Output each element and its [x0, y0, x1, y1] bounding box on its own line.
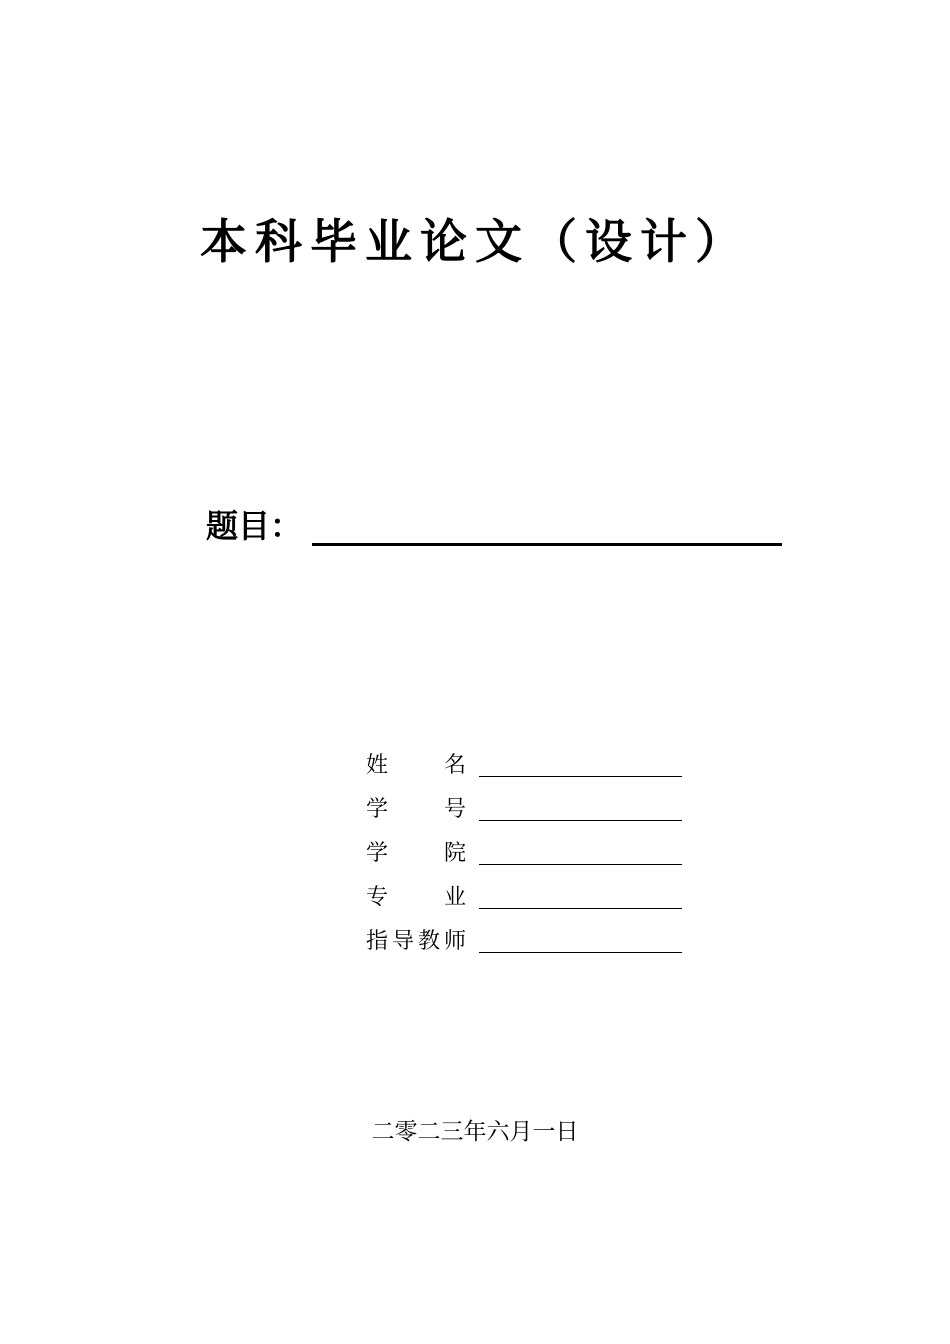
cover-date: 二零二三年六月一日 [371, 1119, 579, 1145]
advisor-input-line[interactable] [479, 952, 682, 953]
college-input-line[interactable] [479, 864, 682, 865]
info-label-name: 姓 名 [366, 753, 466, 778]
info-row-college [366, 836, 696, 880]
cover-title: 本科毕业论文（设计） [200, 215, 750, 270]
info-label-advisor: 指 导 教 师 [366, 929, 466, 954]
info-label-major: 专 业 [366, 885, 466, 910]
name-input-line[interactable] [479, 776, 682, 777]
info-row-name [366, 748, 696, 792]
info-row-major [366, 880, 696, 924]
student-info-table [366, 748, 696, 968]
student-id-input-line[interactable] [479, 820, 682, 821]
topic-input-line[interactable] [312, 543, 782, 546]
info-label-student-id: 学 号 [366, 797, 466, 822]
major-input-line[interactable] [479, 908, 682, 909]
info-row-advisor [366, 924, 696, 968]
info-label-college: 学 院 [366, 841, 466, 866]
info-row-student-id [366, 792, 696, 836]
topic-row [206, 505, 786, 549]
topic-label: 题目： [206, 507, 303, 545]
